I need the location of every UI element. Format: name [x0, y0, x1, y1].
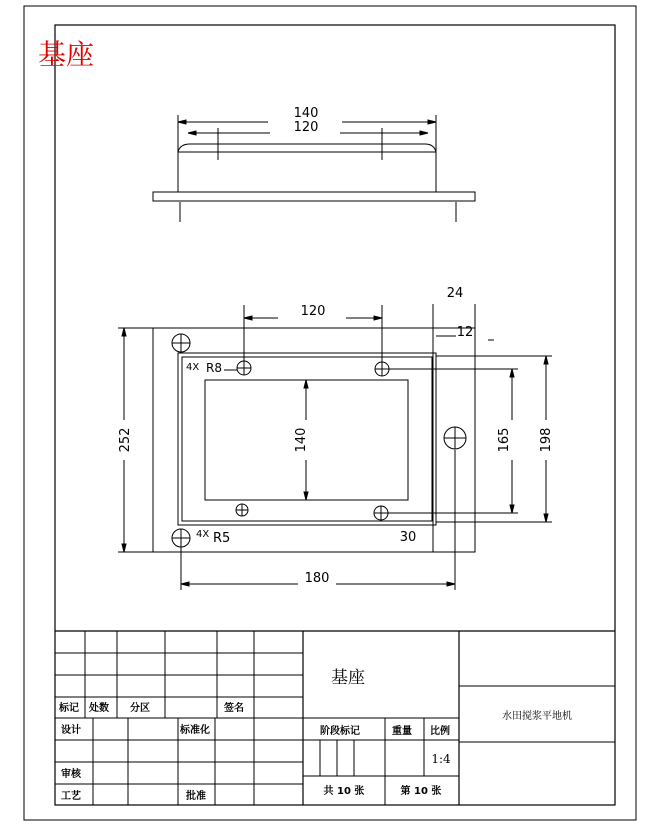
- dim-text-198: 198: [539, 427, 554, 453]
- label-sheet-no: 第 10 张: [400, 786, 442, 797]
- dim-text-4x-r5-prefix: 4X: [196, 529, 210, 540]
- title-block-product-name: 水田搅浆平地机: [502, 711, 572, 722]
- label-sign: 签名: [224, 703, 244, 714]
- dim-text-252: 252: [118, 427, 133, 453]
- dim-text-120-front: 120: [300, 304, 326, 319]
- dim-text-165: 165: [497, 427, 512, 453]
- dim-text-120-top: 120: [293, 120, 319, 135]
- label-stage-mark: 阶段标记: [320, 726, 360, 737]
- label-mark: 标记: [59, 703, 79, 714]
- title-block-part-name: 基座: [331, 668, 365, 688]
- dim-text-30: 30: [399, 530, 417, 545]
- label-process: 工艺: [61, 791, 81, 802]
- top-view-body: [178, 144, 436, 192]
- dim-text-12: 12: [456, 325, 474, 340]
- front-view-plate: [153, 328, 475, 552]
- label-count: 处数: [89, 703, 109, 714]
- label-standardize: 标准化: [180, 725, 210, 736]
- dim-text-180: 180: [304, 571, 330, 586]
- inner-border: [55, 25, 615, 805]
- label-sheets-total: 共 10 张: [323, 786, 365, 797]
- dim-text-4x-r8-prefix: 4X: [186, 362, 200, 373]
- title-stamp: 基座: [38, 38, 95, 71]
- dim-text-140-front: 140: [294, 427, 309, 453]
- label-review: 审核: [61, 769, 81, 780]
- dim-text-24: 24: [446, 286, 464, 301]
- label-weight: 重量: [392, 726, 412, 737]
- front-view: [153, 328, 475, 552]
- label-design: 设计: [61, 725, 81, 736]
- label-zone: 分区: [130, 703, 150, 714]
- outer-border: [24, 6, 636, 820]
- dim-text-r5: R5: [213, 531, 231, 546]
- dim-text-r8: R8: [206, 361, 222, 375]
- label-approve: 批准: [186, 791, 206, 802]
- scale-value: 1:4: [431, 752, 451, 766]
- top-view-base-plate: [153, 192, 475, 201]
- label-scale: 比例: [430, 726, 450, 737]
- dim-text-140-top: 140: [293, 106, 319, 121]
